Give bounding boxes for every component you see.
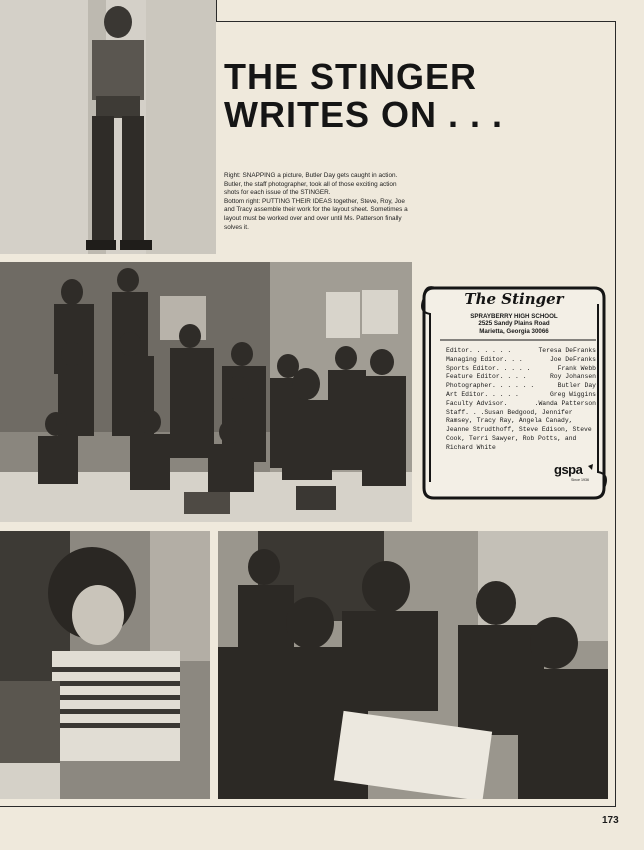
typing-student-photo	[0, 531, 210, 799]
masthead-school: SPRAYBERRY HIGH SCHOOL	[470, 313, 558, 320]
masthead-title: The Stinger	[464, 290, 564, 308]
photo-captions	[224, 172, 412, 232]
staff-group-photo	[0, 262, 412, 522]
layout-team-photo	[218, 531, 608, 799]
top-rule	[216, 21, 616, 22]
top-rule-left	[216, 0, 217, 22]
staff-row: Faculty Advisor. .Wanda Patterson	[446, 399, 596, 407]
page-number: 173	[602, 815, 619, 826]
caption-bottom-right: Bottom right: PUTTING THEIR IDEAS together, Steve, Roy, Joe and Tracy assemble their work for the layout sheet. Sometimes a layout must be worked over and over until Ms. Patterson finally solves it.	[224, 197, 408, 231]
staff-row: Feature Editor. . . . Roy Johansen	[446, 373, 596, 381]
caption-right: Right: SNAPPING a picture, Butler Day gets caught in action. Butler, the staff photographer, took all of those exciting action shots for each issue of the STINGER.	[224, 172, 398, 197]
headline-line-2: WRITES ON . . .	[224, 94, 504, 135]
masthead-address: 2525 Sandy Plains Road	[478, 320, 550, 328]
photographer-photo	[0, 0, 216, 254]
staff-row: Art Editor. . . . . Greg Wiggins	[446, 390, 596, 398]
stinger-masthead	[420, 282, 608, 504]
page-headline	[224, 58, 624, 134]
masthead-staff-list	[446, 347, 596, 453]
gspa-logo-text: gspa	[554, 462, 583, 477]
staff-row: Editor. . . . . . Teresa DeFranks	[446, 347, 596, 354]
masthead-school-block	[420, 313, 608, 335]
staff-row: Managing Editor. . . Joe DeFranks	[446, 355, 596, 363]
staff-row: Photographer. . . . . . Butler Day	[446, 382, 596, 390]
staff-members: Staff. . .Susan Bedgood, Jennifer Ramsey, Tracy Ray, Angela Canady, Jeanne Strudthoff, Steve Edison, Steve Cook, Terri Sawyer, Rob Potts, and Richard White	[446, 408, 592, 451]
right-rule	[615, 21, 616, 807]
headline-line-1: THE STINGER	[224, 56, 478, 97]
gspa-since: Since 1936	[571, 478, 589, 482]
bottom-rule	[0, 806, 616, 807]
staff-row: Sports Editor. . . . . Frank Webb	[446, 364, 596, 372]
masthead-city: Marietta, Georgia 30066	[479, 327, 549, 335]
